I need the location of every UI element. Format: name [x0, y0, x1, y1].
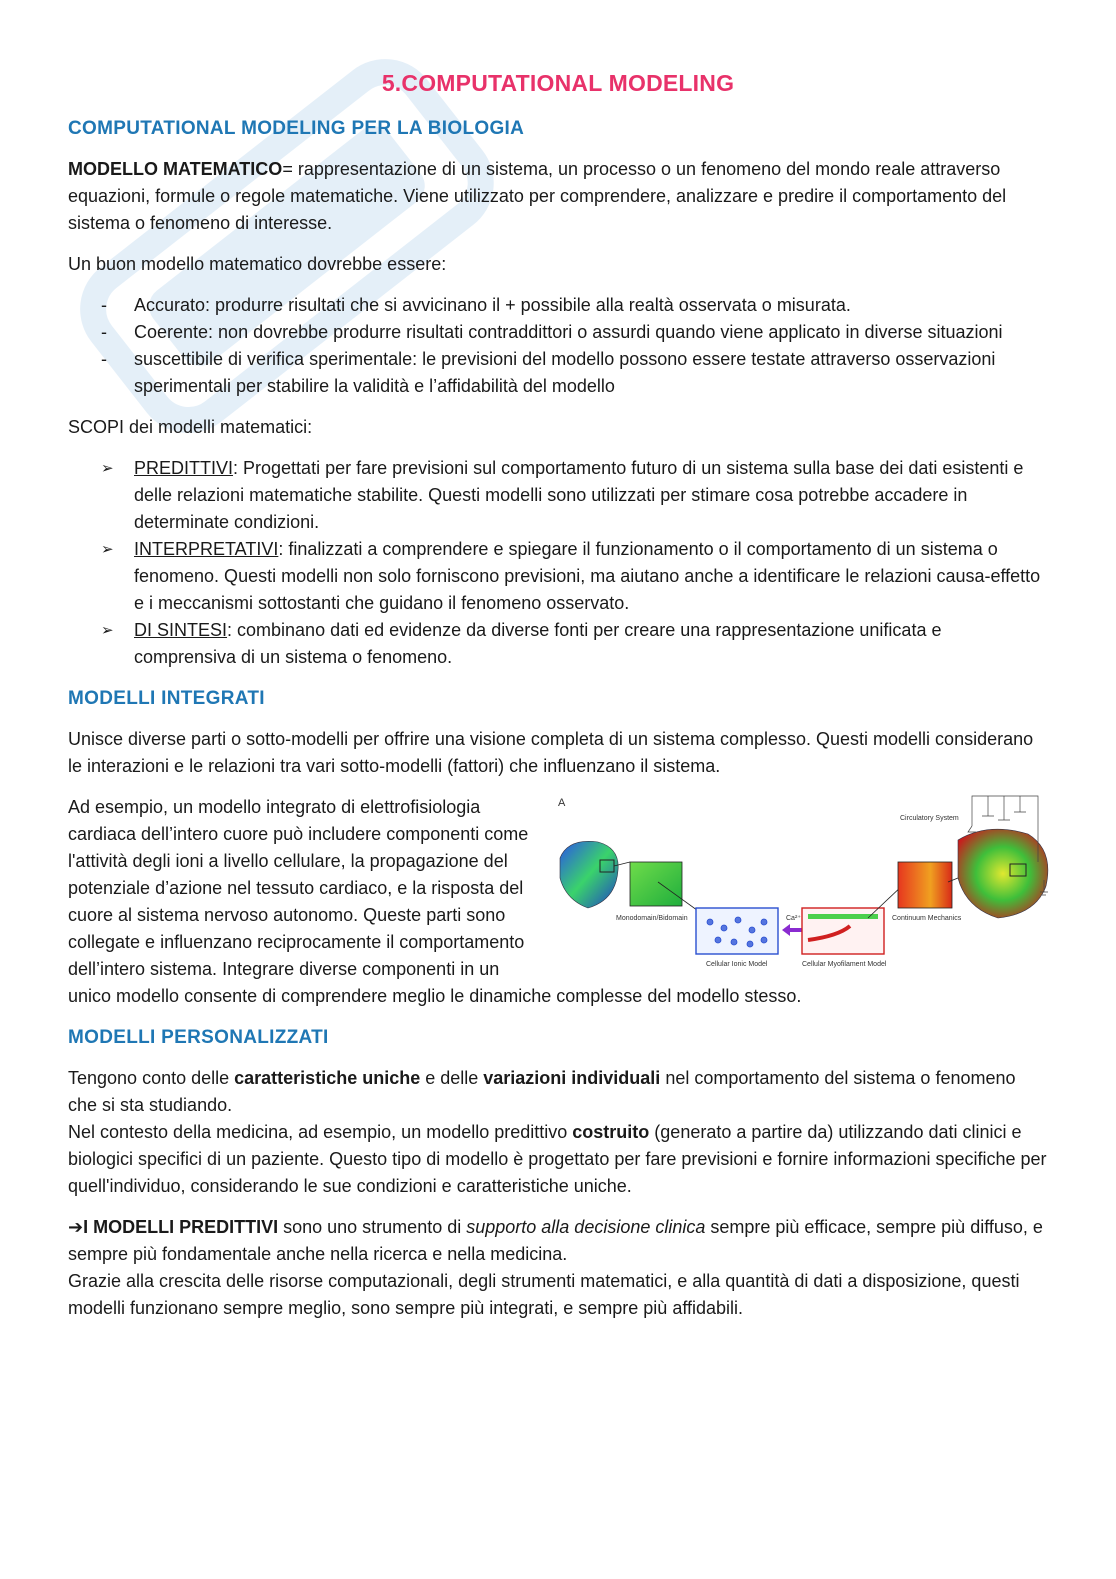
integrated-example-paragraph: Ad esempio, un modello integrato di elettrofisiologia cardiaca dell’intero cuore può includere componenti come l'attività degli ioni a livello cellulare, la propagazione del potenziale d’azione nel tessuto cardiaco, e la risposta del cuore al sistema nervoso autonomo. Queste parti sono collegate e influenzano reciprocamente il comportamento dell’intero sistema. Integrare diverse componenti in un unico modello consente di comprendere meglio le dinamiche complesse del modello stesso.: [68, 797, 802, 1006]
label-continuum-mechanics: Continuum Mechanics: [892, 915, 962, 922]
page-title: 5.COMPUTATIONAL MODELING: [381, 70, 735, 96]
dash-marker: -: [101, 295, 107, 315]
personalized-paragraph: Tengono conto delle caratteristiche uniche e delle variazioni individuali nel comportamento del sistema o fenomeno che si sta studiando.: [68, 1068, 1016, 1115]
definition-term: MODELLO MATEMATICO: [68, 159, 283, 179]
right-heart-mesh: [958, 829, 1048, 918]
cellular-ionic-box: [696, 908, 778, 954]
section-heading-computational-modeling: COMPUTATIONAL MODELING PER LA BIOLOGIA: [68, 118, 525, 139]
integrated-paragraph: Unisce diverse parti o sotto-modelli per offrire una visione completa di un sistema complesso. Questi modelli considerano le interazioni e le relazioni tra vari sotto-modelli (fattori) che influenzano il sistema.: [68, 729, 1034, 776]
arrow-bullet-icon: ➢: [101, 541, 114, 558]
label-monodomain: Monodomain/Bidomain: [616, 915, 688, 922]
definition-paragraph: [68, 156, 1048, 237]
dash-marker: -: [101, 322, 107, 342]
list-item: - suscettibile di verifica sperimentale: le previsioni del modello possono essere testate attraverso osservazioni sperimentali per stabilire la validità e l’affidabilità del modello: [68, 346, 1048, 400]
growth-paragraph: Grazie alla crescita delle risorse computazionali, degli strumenti matematici, e alla quantità di dati a disposizione, questi modelli funzionano sempre meglio, sono sempre più integrati, e sempre più affidabili.: [68, 1271, 1020, 1318]
scopo-term: PREDITTIVI: [134, 458, 234, 478]
right-arrow-icon: ➔: [68, 1217, 84, 1237]
list-item: - Coerente: non dovrebbe produrre risultati contraddittori o assurdi quando viene applicato in diverse situazioni: [68, 319, 1048, 346]
section-heading-modelli-integrati: MODELLI INTEGRATI: [68, 688, 265, 709]
label-cellular-ionic: Cellular Ionic Model: [706, 961, 768, 968]
continuum-mechanics-block: [898, 862, 952, 908]
dash-marker: -: [101, 349, 107, 369]
cardiac-model-figure: [558, 790, 1058, 975]
label-cellular-myofilament: Cellular Myofilament Model: [802, 961, 887, 968]
definition-text: = rappresentazione di un sistema, un processo o un fenomeno del mondo reale attraverso equazioni, formule o regole matematiche. Viene utilizzato per comprendere, analizzare e predire il comportamento del sistema o fenomeno di interesse.: [68, 159, 1007, 233]
list-item: - Accurato: produrre risultati che si avvicinano il + possibile alla realtà osservata o misurata.: [68, 292, 1048, 319]
predictive-models-paragraph: ➔I MODELLI PREDITTIVI sono uno strumento di supporto alla decisione clinica sempre più efficace, sempre più diffuso, e sempre più fondamentale anche nella ricerca e nella medicina.: [68, 1217, 1043, 1264]
list-item: ➢ INTERPRETATIVI: finalizzati a comprendere e spiegare il funzionamento o il comportamento di un sistema o fenomeno. Questi modelli non solo forniscono previsioni, ma aiutano anche a identificare le relazioni causa-effetto e i meccanismi sottostanti che guidano il fenomeno osservato.: [68, 536, 1048, 617]
list-item: ➢ DI SINTESI: combinano dati ed evidenze da diverse fonti per creare una rappresentazione unificata e comprensiva di un sistema o fenomeno.: [68, 617, 1048, 671]
scopi-list: [68, 455, 1048, 671]
arrow-bullet-icon: ➢: [101, 622, 114, 639]
scopo-term: DI SINTESI: [134, 620, 228, 640]
scopo-term: INTERPRETATIVI: [134, 539, 279, 559]
section-heading-modelli-personalizzati: MODELLI PERSONALIZZATI: [68, 1027, 329, 1048]
list-item: ➢ PREDITTIVI: Progettati per fare previsioni sul comportamento futuro di un sistema sulla base dei dati esistenti e delle relazioni matematiche stabilite. Questi modelli sono utilizzati per stimare cosa potrebbe accadere in determinate condizioni.: [68, 455, 1048, 536]
scopi-intro: SCOPI dei modelli matematici:: [68, 417, 313, 437]
arrow-bullet-icon: ➢: [101, 460, 114, 477]
label-circulatory-system: Circulatory System: [900, 815, 959, 822]
label-calcium: Ca²⁺: [786, 915, 801, 922]
left-heart-mesh: [560, 841, 618, 908]
good-model-intro: Un buon modello matematico dovrebbe essere:: [68, 254, 447, 274]
good-model-list: [68, 292, 1048, 400]
figure-panel-label: A: [558, 797, 566, 809]
tissue-green-block: [630, 862, 682, 906]
medicine-context-paragraph: Nel contesto della medicina, ad esempio, un modello predittivo costruito (generato a partire da) utilizzando dati clinici e biologici specifici di un paziente. Questo tipo di modello è progettato per fare previsioni e fornire informazioni specifiche per quell'individuo, considerando le sue condizioni e caratteristiche uniche.: [68, 1122, 1047, 1196]
